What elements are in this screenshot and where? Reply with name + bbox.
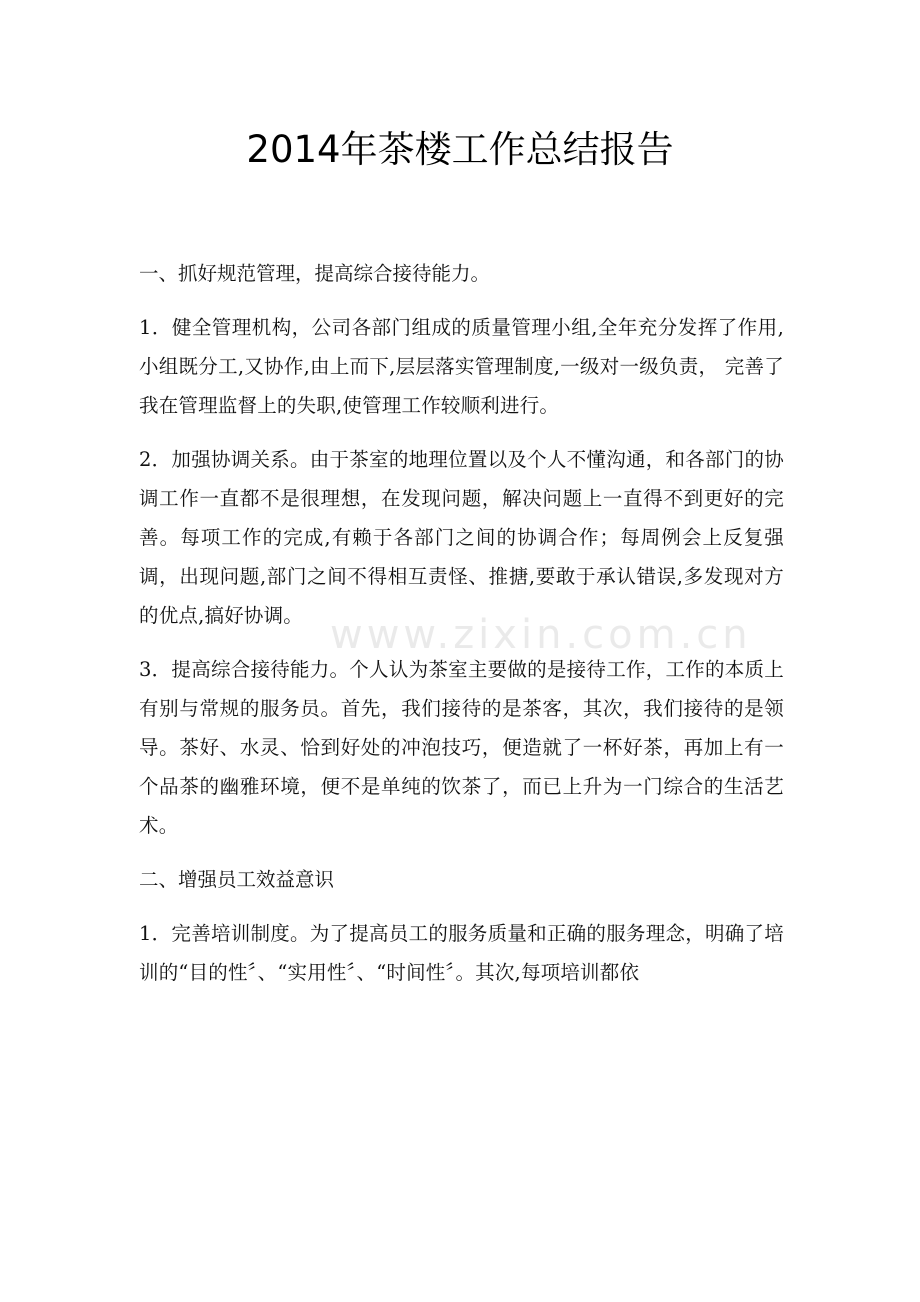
section-heading-1: 一、抓好规范管理，提高综合接待能力。 <box>139 262 491 285</box>
document-title: 2014年茶楼工作总结报告 <box>246 128 674 171</box>
paragraph-1-2: 2．加强协调关系。由于茶室的地理位置以及个人不懂沟通，和各部门的协调工作一直都不是很理想，在发现问题，解决问题上一直得不到更好的完善。每项工作的完成,有赖于各部门之间的协调合作；每周例会上反复强调，出现问题,部门之间不得相互责怪、推搪,要敢于承认错误,多发现对方的优点,搞好协调。 <box>139 448 784 627</box>
paragraph-1-3: 3．提高综合接待能力。个人认为茶室主要做的是接待工作，工作的本质上有别与常规的服务员。首先，我们接待的是茶客，其次，我们接待的是领导。茶好、水灵、恰到好处的冲泡技巧，便造就了一杯好茶，再加上有一个品茶的幽雅环境，便不是单纯的饮茶了，而已上升为一门综合的生活艺术。 <box>139 658 784 837</box>
section-heading-2: 二、增强员工效益意识 <box>139 868 335 891</box>
paragraph-1-1: 1．健全管理机构，公司各部门组成的质量管理小组,全年充分发挥了作用,小组既分工,又协作,由上而下,层层落实管理制度,一级对一级负责， 完善了我在管理监督上的失职,使管理工作较顺利进行。 <box>139 316 784 417</box>
paragraph-2-1: 1．完善培训制度。为了提高员工的服务质量和正确的服务理念，明确了培训的“目的性〞、“实用性〞、“时间性〞。其次,每项培训都依 <box>139 922 784 984</box>
watermark: www.zixin.com.cn <box>330 612 752 658</box>
document-body <box>139 254 784 1007</box>
